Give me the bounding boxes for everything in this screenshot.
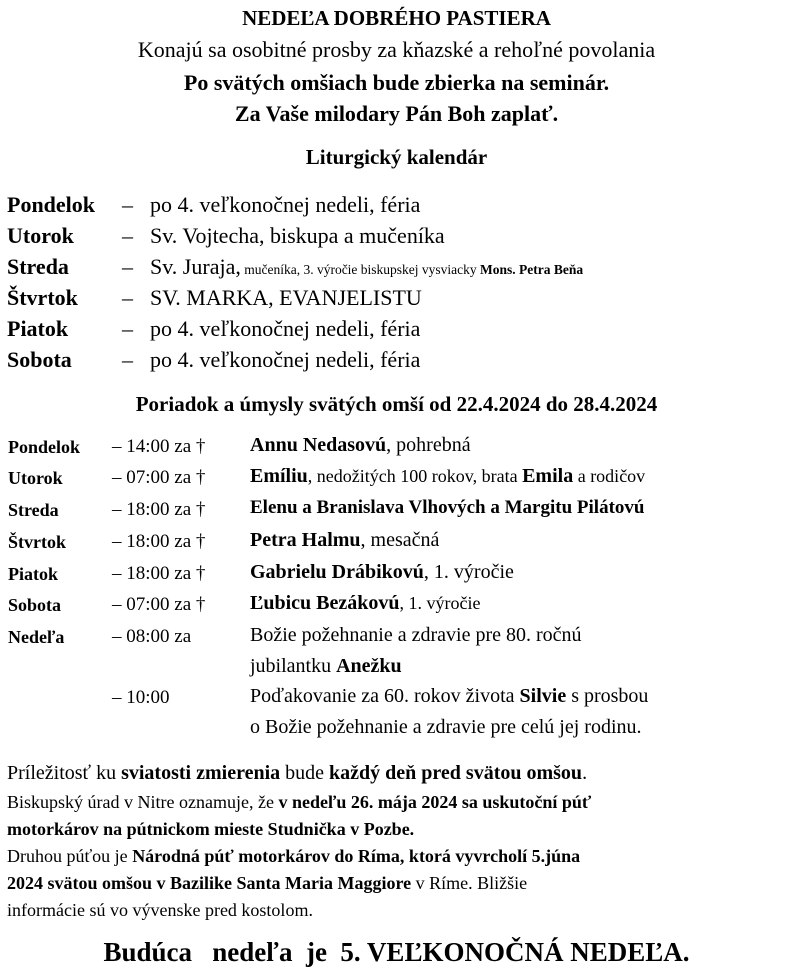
mass-day: Piatok [8,564,59,584]
mass-row-sunday-1000 [0,685,793,745]
calendar-note-name: Mons. Petra Beňa [480,262,584,277]
calendar-row [7,223,787,251]
mass-time: – 18:00 za † [112,499,206,520]
mass-time: – 07:00 za † [112,594,206,615]
mass-intention-line: o Božie požehnanie a zdravie pre celú jej rodinu. [250,716,642,738]
notice-rome-line2: 2024 svätou omšou v Bazilike Santa Maria Maggiore v Ríme. Bližšie [7,873,528,893]
calendar-dash: – [122,192,133,217]
mass-row [0,497,793,527]
mass-row [0,592,793,622]
calendar-day: Streda [7,254,69,279]
mass-intention-line: jubilantku Anežku [250,655,402,677]
notice-rome-line3: informácie sú vo vývenske pred kostolom. [7,900,313,920]
calendar-day: Štvrtok [7,285,78,310]
calendar-dash: – [122,347,133,372]
calendar-text: Sv. Juraja, [150,254,241,279]
calendar-text: po 4. veľkonočnej nedeli, féria [150,347,421,372]
footer-next-sunday: Budúca nedeľa je 5. VEĽKONOČNÁ NEDEĽA. [103,937,690,967]
notice-confession: Príležitosť ku sviatosti zmierenia bude každý deň pred svätou omšou. [7,762,588,784]
header-line-collection: Po svätých omšiach bude zbierka na seminár. [183,70,610,95]
mass-time: – 07:00 za † [112,467,206,488]
calendar-text: Sv. Vojtecha, biskupa a mučeníka [150,223,445,248]
calendar-text-group [150,254,583,280]
mass-day: Sobota [8,595,62,615]
mass-day: Utorok [8,468,63,488]
calendar-dash: – [122,285,133,310]
mass-row [0,465,793,495]
mass-row [0,561,793,591]
calendar-row [7,316,787,344]
mass-intention: Petra Halmu, mesačná [250,529,440,551]
calendar-row [7,285,787,313]
calendar-dash: – [122,223,133,248]
mass-time: – 18:00 za † [112,563,206,584]
mass-time: – 14:00 za † [112,436,206,457]
notice-rome-line1: Druhou púťou je Národná púť motorkárov do Ríma, ktorá vyvrcholí 5.júna [7,846,581,866]
calendar-day: Utorok [7,223,74,248]
header-line-thanks: Za Vaše milodary Pán Boh zaplať. [234,101,559,126]
calendar-row [7,254,787,282]
mass-day: Nedeľa [8,627,65,647]
page-title: NEDEĽA DOBRÉHO PASTIERA [242,6,551,30]
mass-intention-line: Poďakovanie za 60. rokov života Silvie s prosbou [250,685,649,707]
calendar-day: Pondelok [7,192,96,217]
mass-time: – 10:00 [112,687,170,708]
mass-time: – 08:00 za [112,626,192,647]
masses-heading: Poriadok a úmysly svätých omší od 22.4.2024 do 28.4.2024 [135,392,658,416]
mass-day: Streda [8,500,59,520]
mass-intention: Ľubicu Bezákovú, 1. výročie [250,592,481,614]
calendar-row [7,347,787,375]
mass-row-sunday-0800 [0,624,793,684]
notice-pilgrimage-line1: Biskupský úrad v Nitre oznamuje, že v nedeľu 26. mája 2024 sa uskutoční púť [7,792,592,812]
mass-day: Pondelok [8,437,81,457]
calendar-day: Piatok [7,316,69,341]
notice-pilgrimage-line2: motorkárov na pútnickom mieste Studnička v Pozbe. [7,819,415,839]
mass-intention: Annu Nedasovú, pohrebná [250,434,471,456]
mass-row [0,434,793,464]
mass-day: Štvrtok [8,532,66,552]
mass-intention: Elenu a Branislava Vlhových a Margitu Pilátovú [250,497,645,518]
calendar-text: SV. MARKA, EVANJELISTU [150,285,422,310]
calendar-text: po 4. veľkonočnej nedeli, féria [150,192,421,217]
mass-row [0,529,793,559]
header-line-vocations: Konajú sa osobitné prosby za kňazské a rehoľné povolania [137,37,656,62]
mass-intention: Emíliu, nedožitých 100 rokov, brata Emila a rodičov [250,465,646,487]
mass-intention: Gabrielu Drábikovú, 1. výročie [250,561,514,583]
calendar-dash: – [122,316,133,341]
calendar-day: Sobota [7,347,72,372]
calendar-heading: Liturgický kalendár [305,145,488,169]
calendar-row [7,192,787,220]
mass-intention-line: Božie požehnanie a zdravie pre 80. ročnú [250,624,582,646]
calendar-note: mučeníka, 3. výročie biskupskej vysviacky [240,262,481,277]
calendar-text: po 4. veľkonočnej nedeli, féria [150,316,421,341]
calendar-dash: – [122,254,133,279]
mass-time: – 18:00 za † [112,531,206,552]
